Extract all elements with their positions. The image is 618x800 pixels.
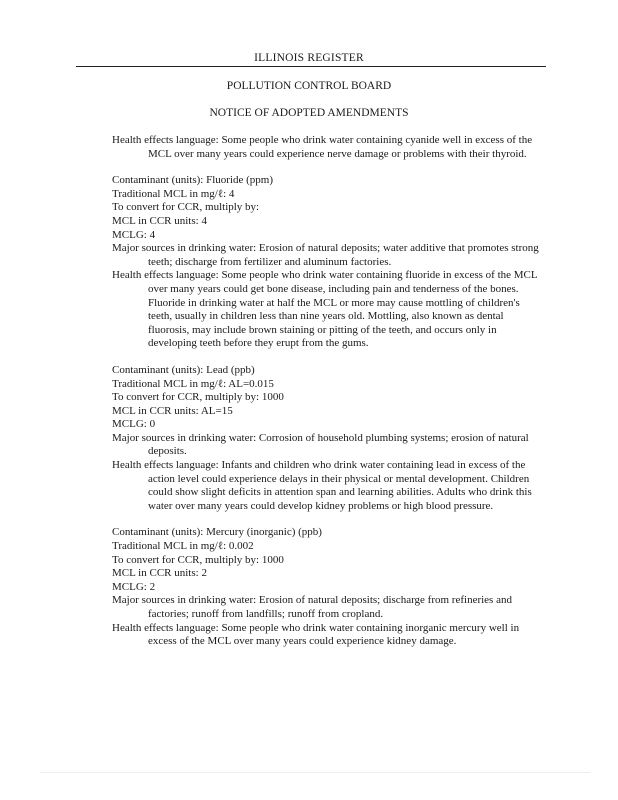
lead-contaminant: Contaminant (units): Lead (ppb) bbox=[112, 363, 255, 376]
fluoride-contaminant: Contaminant (units): Fluoride (ppm) bbox=[112, 174, 274, 187]
mercury-mcl-ccr: MCL in CCR units: 2 bbox=[112, 567, 207, 580]
lead-sources: Major sources in drinking water: Corrosion of household plumbing systems; erosion of natural deposits. bbox=[112, 431, 529, 458]
lead-mclg: MCLG: 0 bbox=[112, 418, 156, 431]
lead-convert: To convert for CCR, multiply by: 1000 bbox=[112, 391, 284, 404]
page-bottom-edge bbox=[40, 772, 590, 773]
lead-health-effects: Health effects language: Infants and children who drink water containing lead in excess of the action level could experience delays in their physical or mental development. Children could show slight deficits in attention span and learning abilities. Adults who drink this water over many years could develop kidney problems or high blood pressure. bbox=[112, 459, 532, 512]
register-title: ILLINOIS REGISTER bbox=[254, 52, 364, 64]
mercury-sources: Major sources in drinking water: Erosion of natural deposits; discharge from refineries and factories; runoff from landfills; runoff from cropland. bbox=[112, 594, 512, 620]
fluoride-mcl-ccr: MCL in CCR units: 4 bbox=[112, 214, 207, 227]
mercury-traditional-mcl: Traditional MCL in mg/ℓ: 0.002 bbox=[112, 540, 254, 553]
mercury-health-effects: Health effects language: Some people who drink water containing inorganic mercury well in excess of the MCL over many years could experience kidney damage. bbox=[112, 621, 520, 648]
mercury-mclg: MCLG: 2 bbox=[112, 580, 156, 593]
board-name: POLLUTION CONTROL BOARD bbox=[226, 80, 392, 92]
fluoride-health-effects: Health effects language: Some people who drink water containing fluoride in excess of the MCL over many years could get bone disease, including pain and tenderness of the bones. Fluoride in drinking water at half the MCL or more may cause mottling of children's teeth, usually in children less than nine years old. Mottling, also known as dental fluorosis, may include brown staining or pitting of the teeth, and occurs only in developing teeth before they erupt from the gums. bbox=[112, 269, 538, 350]
lead-mcl-ccr: MCL in CCR units: AL=15 bbox=[112, 404, 233, 417]
document-body bbox=[112, 134, 544, 649]
fluoride-sources: Major sources in drinking water: Erosion of natural deposits; water additive that promotes strong teeth; discharge from fertilizer and aluminum factories. bbox=[112, 242, 539, 268]
header-rule bbox=[76, 66, 546, 67]
mercury-convert: To convert for CCR, multiply by: 1000 bbox=[112, 553, 284, 566]
fluoride-mclg: MCLG: 4 bbox=[112, 228, 156, 241]
mercury-section bbox=[112, 526, 544, 648]
fluoride-section bbox=[112, 174, 544, 351]
lead-section bbox=[112, 364, 544, 514]
lead-traditional-mcl: Traditional MCL in mg/ℓ: AL=0.015 bbox=[112, 377, 274, 390]
cyanide-health-effects: Health effects language: Some people who drink water containing cyanide well in excess of the MCL over many years could experience nerve damage or problems with their thyroid. bbox=[112, 134, 533, 160]
fluoride-traditional-mcl: Traditional MCL in mg/ℓ: 4 bbox=[112, 187, 235, 200]
notice-title: NOTICE OF ADOPTED AMENDMENTS bbox=[209, 107, 409, 119]
fluoride-convert: To convert for CCR, multiply by: bbox=[112, 201, 260, 214]
mercury-contaminant: Contaminant (units): Mercury (inorganic) (ppb) bbox=[112, 526, 322, 539]
